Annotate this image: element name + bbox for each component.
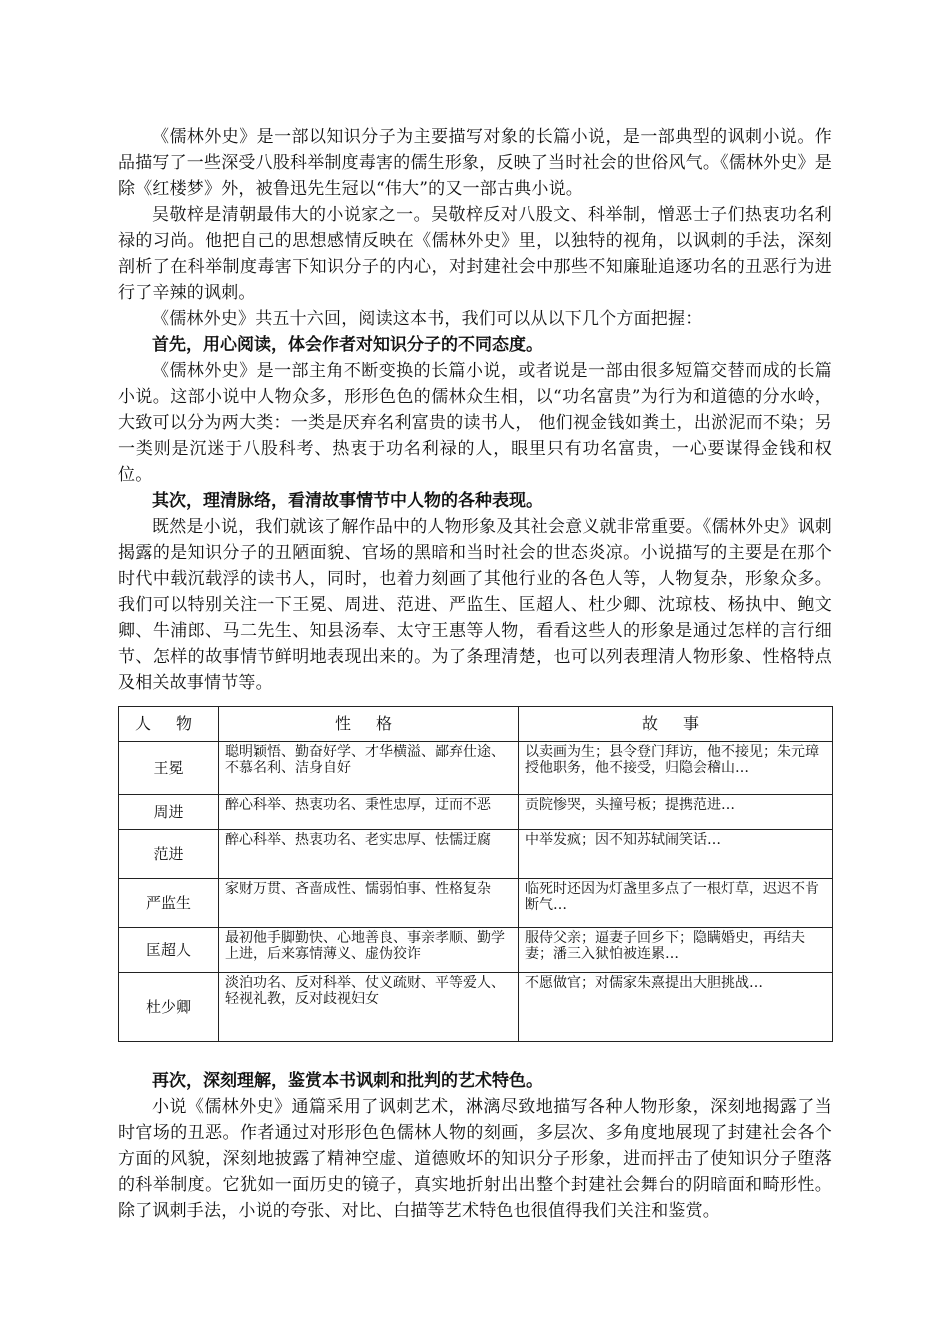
character-story: 贡院惨哭，头撞号板；提携范进…: [519, 795, 833, 830]
section-paragraph-second: 既然是小说，我们就该了解作品中的人物形象及其社会意义就非常重要。《儒林外史》讽刺揭露的是知识分子的丑陋面貌、官场的黑暗和当时社会的世态炎凉。小说描写的主要是在那个时代中载沉载浮的读书人，同时，也着力刻画了其他行业的各色人等，人物复杂，形象众多。我们可以特别关注一下王冕、周进、范进、严监生、匡超人、杜少卿、沈琼枝、杨执中、鲍文卿、牛浦郎、马二先生、知县汤奉、太守王惠等人物，看看这些人的形象是通过怎样的言行细节、怎样的故事情节鲜明地表现出来的。为了条理清楚，也可以列表理清人物形象、性格特点及相关故事情节等。: [118, 517, 832, 693]
character-name: 范进: [119, 830, 219, 879]
character-name: 匡超人: [119, 928, 219, 973]
character-story: 以卖画为生；县令登门拜访，他不接见；朱元璋授他职务，他不接受，归隐会稽山…: [519, 742, 833, 795]
section-paragraph-first: 《儒林外史》是一部主角不断变换的长篇小说，或者说是一部由很多短篇交替而成的长篇小说。这部小说中人物众多，形形色色的儒林众生相，以“功名富贵”为行为和道德的分水岭，大致可以分为两大类：一类是厌弃名利富贵的读书人， 他们视金钱如粪土，出淤泥而不染；另一类则是沉迷于八股科考、热衷于功名利禄的人，眼里只有功名富贵，一心要谋得金钱和权位。: [118, 361, 832, 485]
table-header-row: [119, 707, 833, 742]
table-row: [119, 742, 833, 795]
character-trait: 聪明颖悟、勤奋好学、才华横溢、鄙弃仕途、不慕名利、洁身自好: [219, 742, 519, 795]
character-story: 不愿做官；对儒家朱熹提出大胆挑战…: [519, 973, 833, 1042]
character-name: 杜少卿: [119, 973, 219, 1042]
character-story: 中举发疯；因不知苏轼闹笑话…: [519, 830, 833, 879]
character-name: 严监生: [119, 879, 219, 928]
character-story: 临死时还因为灯盏里多点了一根灯草，迟迟不肯断气…: [519, 879, 833, 928]
section-heading-first: 首先，用心阅读，体会作者对知识分子的不同态度。: [152, 335, 543, 355]
header-character: 人 物: [119, 707, 219, 742]
character-trait: 淡泊功名、反对科举、仗义疏财、平等爱人、轻视礼教，反对歧视妇女: [219, 973, 519, 1042]
character-trait: 家财万贯、吝啬成性、懦弱怕事、性格复杂: [219, 879, 519, 928]
section-heading-third: 再次，深刻理解，鉴赏本书讽刺和批判的艺术特色。: [152, 1071, 543, 1091]
table-row: [119, 928, 833, 973]
intro-paragraph-2: 吴敬梓是清朝最伟大的小说家之一。吴敬梓反对八股文、科举制，憎恶士子们热衷功名利禄的习尚。他把自己的思想感情反映在《儒林外史》里，以独特的视角，以讽刺的手法，深刻剖析了在科举制度毒害下知识分子的内心，对封建社会中那些不知廉耻追逐功名的丑恶行为进行了辛辣的讽刺。: [118, 205, 832, 303]
document-page: [118, 124, 832, 1224]
section-heading-second: 其次，理清脉络，看清故事情节中人物的各种表现。: [152, 491, 543, 511]
section-paragraph-third: 小说《儒林外史》通篇采用了讽刺艺术，淋漓尽致地描写各种人物形象，深刻地揭露了当时官场的丑恶。作者通过对形形色色儒林人物的刻画，多层次、多角度地展现了封建社会各个方面的风貌，深刻地披露了精神空虚、道德败坏的知识分子形象，进而抨击了使知识分子堕落的科举制度。它犹如一面历史的镜子，真实地折射出出整个封建社会舞台的阴暗面和畸形性。除了讽刺手法，小说的夸张、对比、白描等艺术特色也很值得我们关注和鉴赏。: [118, 1097, 832, 1221]
character-trait: 最初他手脚勤快、心地善良、事亲孝顺、勤学上进，后来寡情薄义、虚伪狡诈: [219, 928, 519, 973]
table-row: [119, 830, 833, 879]
header-trait: 性 格: [219, 707, 519, 742]
intro-paragraph-3: 《儒林外史》共五十六回，阅读这本书，我们可以从以下几个方面把握：: [152, 309, 703, 329]
table-row: [119, 795, 833, 830]
character-table: [118, 706, 833, 1042]
table-row: [119, 973, 833, 1042]
character-name: 周进: [119, 795, 219, 830]
character-trait: 醉心科举、热衷功名、秉性忠厚，迂而不恶: [219, 795, 519, 830]
intro-paragraph-1: 《儒林外史》是一部以知识分子为主要描写对象的长篇小说，是一部典型的讽刺小说。作品描写了一些深受八股科举制度毒害的儒生形象，反映了当时社会的世俗风气。《儒林外史》是除《红楼梦》外，被鲁迅先生冠以“伟大”的又一部古典小说。: [118, 127, 832, 199]
character-name: 王冕: [119, 742, 219, 795]
character-trait: 醉心科举、热衷功名、老实忠厚、怯懦迂腐: [219, 830, 519, 879]
table-row: [119, 879, 833, 928]
header-story: 故 事: [519, 707, 833, 742]
character-story: 服侍父亲；逼妻子回乡下；隐瞒婚史，再结夫妻；潘三入狱怕被连累…: [519, 928, 833, 973]
